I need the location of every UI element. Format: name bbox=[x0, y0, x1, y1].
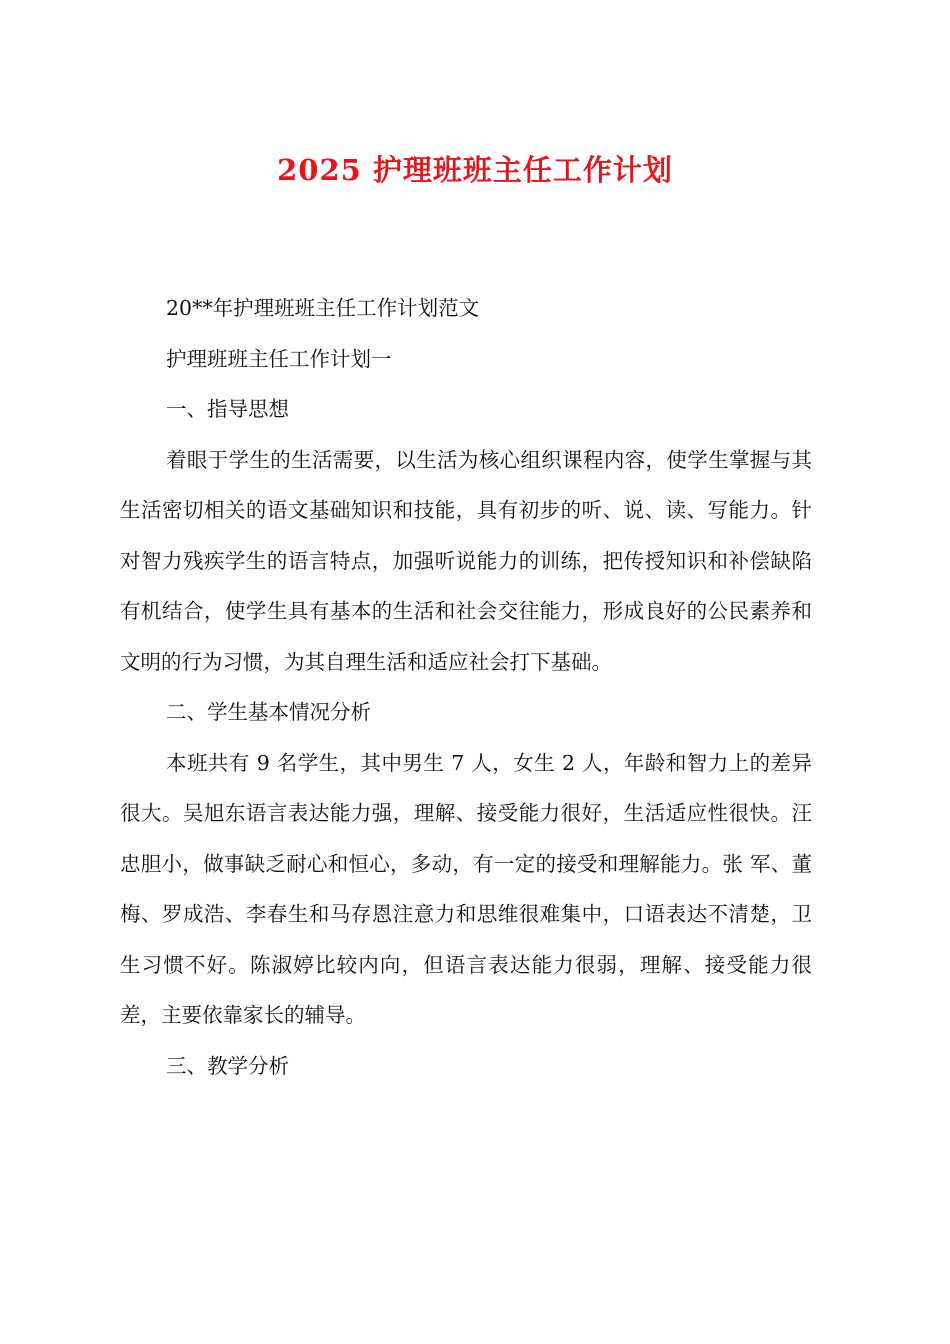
document-title: 2025 护理班班主任工作计划 bbox=[277, 153, 673, 187]
section-heading-student-analysis: 二、学生基本情况分析 bbox=[166, 700, 371, 724]
body-paragraph-guiding-ideology: 着眼于学生的生活需要，以生活为核心组织课程内容，使学生掌握与其生活密切相关的语文基础知识和技能，具有初步的听、说、读、写能力。针对智力残疾学生的语言特点，加强听说能力的训练，把传授知识和补偿缺陷有机结合，使学生具有基本的生活和社会交往能力，形成良好的公民素养和文明的行为习惯，为其自理生活和适应社会打下基础。 bbox=[120, 447, 812, 674]
plan-heading: 护理班班主任工作计划一 bbox=[166, 346, 392, 371]
section-heading-guiding-ideology: 一、指导思想 bbox=[166, 397, 289, 421]
subtitle-paragraph: 20**年护理班班主任工作计划范文 bbox=[166, 296, 480, 320]
document-body bbox=[120, 283, 812, 1091]
body-paragraph-student-analysis: 本班共有 9 名学生，其中男生 7 人，女生 2 人，年龄和智力上的差异很大。吴旭东语言表达能力强，理解、接受能力很好，生活适应性很快。汪忠胆小，做事缺乏耐心和恒心，多动，有一定的接受和理解能力。张 军、董梅、罗成浩、李春生和马存恩注意力和思维很难集中，口语表达不清楚，卫生习惯不好。陈淑婷比较内向，但语言表达能力很弱，理解、接受能力很差，主要依靠家长的辅导。 bbox=[120, 750, 812, 1027]
section-heading-teaching-analysis: 三、教学分析 bbox=[166, 1053, 289, 1078]
